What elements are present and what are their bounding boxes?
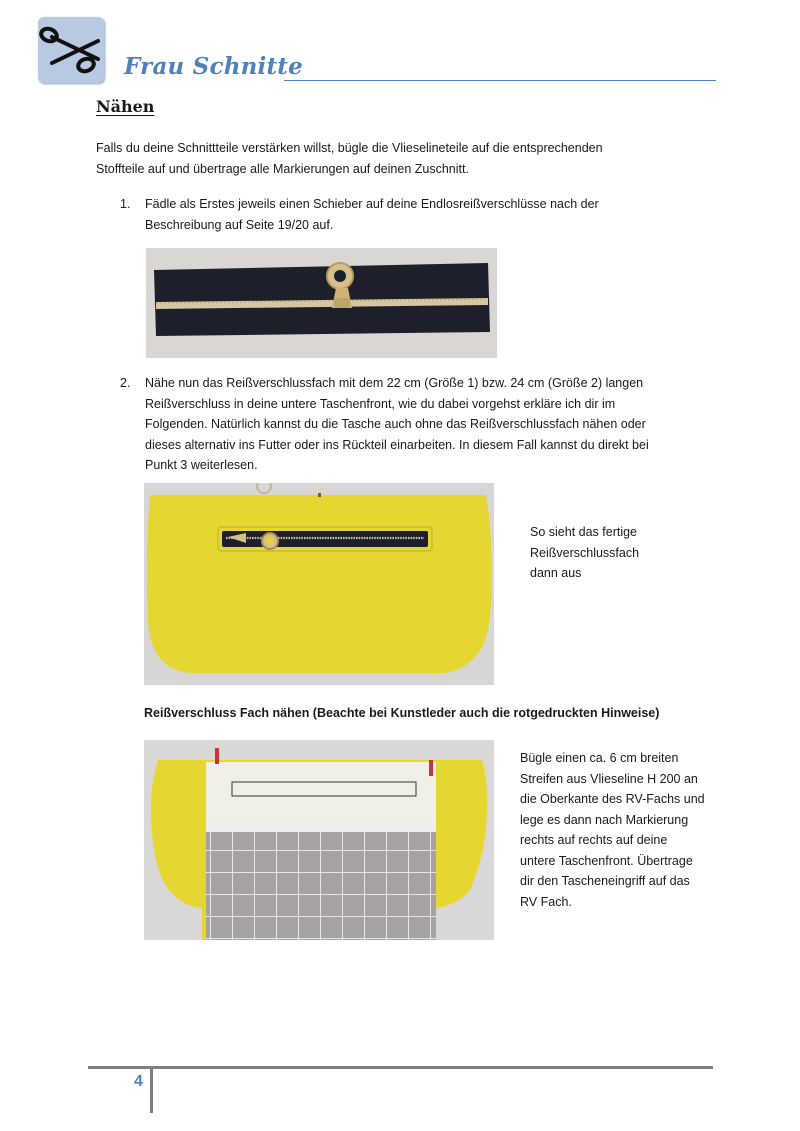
step-1-line: Beschreibung auf Seite 19/20 auf.	[145, 217, 334, 232]
finished-pocket-photo	[144, 483, 494, 685]
step-2-line: Punkt 3 weiterlesen.	[145, 458, 258, 472]
logo	[38, 17, 104, 83]
caption-line: rechts auf rechts auf deine	[520, 833, 668, 847]
caption-line: die Oberkante des RV-Fachs und	[520, 792, 705, 806]
caption-line: lege es dann nach Markierung	[520, 812, 689, 827]
footer-rule	[88, 1066, 713, 1069]
caption-finished-pocket	[530, 522, 730, 584]
footer-divider	[150, 1066, 153, 1113]
zipper-photo	[146, 248, 497, 358]
interfacing-photo	[144, 740, 494, 940]
page-number: 4	[134, 1073, 143, 1090]
intro-paragraph	[96, 138, 716, 179]
caption-line: RV Fach.	[520, 894, 572, 909]
caption-line: dann aus	[530, 566, 582, 580]
step-1-number: 1.	[120, 197, 131, 211]
step-1-text	[145, 194, 725, 235]
scissors-icon	[38, 17, 104, 83]
caption-interfacing	[520, 748, 740, 912]
step-1-line: Fädle als Erstes jeweils einen Schieber auf deine Endlosreißverschlüsse nach der	[145, 197, 599, 211]
page-title: Nähen	[96, 97, 155, 116]
caption-line: So sieht das fertige	[530, 525, 638, 539]
step-2-text	[145, 373, 735, 476]
caption-line: Bügle einen ca. 6 cm breiten	[520, 751, 679, 765]
brand-title: Frau Schnitte	[124, 53, 303, 80]
intro-line-1: Falls du deine Schnittteile verstärken willst, bügle die Vlieselineteile auf die entsprechenden	[96, 141, 603, 155]
zipper-pocket-subheading: Reißverschluss Fach nähen (Beachte bei Kunstleder auch die rotgedruckten Hinweise)	[144, 706, 660, 720]
caption-line: dir den Tascheneingriff auf das	[520, 874, 690, 888]
caption-line: Streifen aus Vlieseline H 200 an	[520, 771, 698, 786]
caption-line: Reißverschlussfach	[530, 545, 640, 560]
step-2-line: Folgenden. Natürlich kannst du die Tasche auch ohne das Reißverschlussfach nähen oder	[145, 417, 646, 431]
step-2-number: 2.	[120, 376, 131, 390]
header-rule	[284, 80, 716, 81]
step-2-line: Nähe nun das Reißverschlussfach mit dem 22 cm (Größe 1) bzw. 24 cm (Größe 2) langen	[145, 376, 644, 390]
step-2-line: dieses alternativ ins Futter oder ins Rückteil einarbeiten. In diesem Fall kannst du direkt bei	[145, 437, 649, 452]
caption-line: untere Taschenfront. Übertrage	[520, 853, 693, 868]
intro-line-2: Stoffteile auf und übertrage alle Markierungen auf deinen Zuschnitt.	[96, 161, 469, 176]
step-2-line: Reißverschluss in deine untere Taschenfront, wie du dabei vorgehst erkläre ich dir im	[145, 396, 616, 411]
